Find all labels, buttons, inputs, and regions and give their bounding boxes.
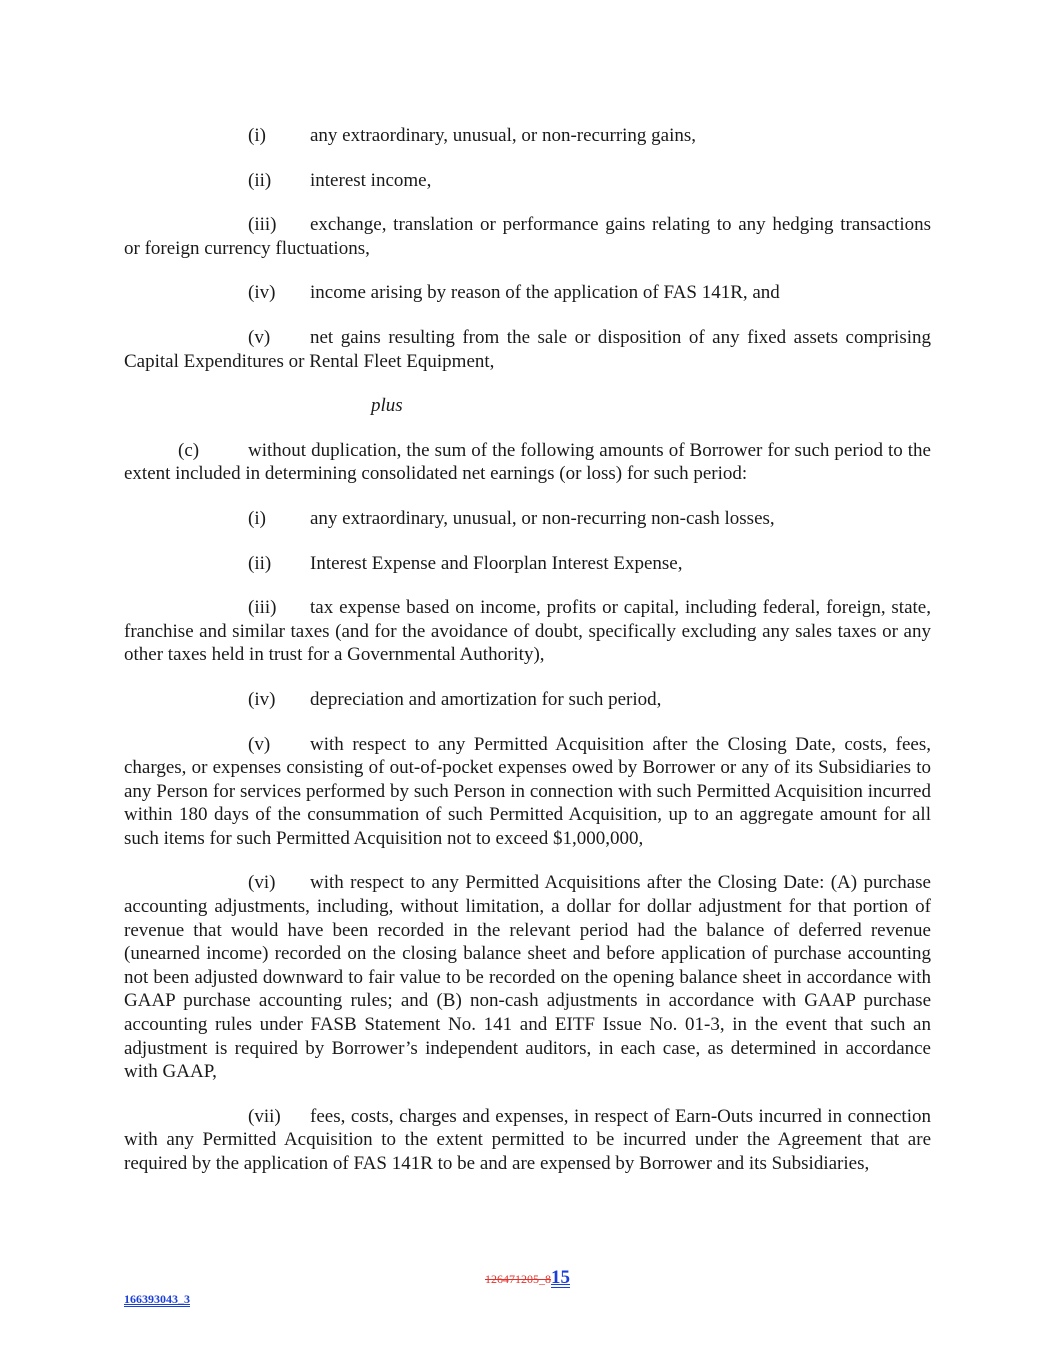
item-text: net gains resulting from the sale or disposition of any fixed assets comprising Capital Expenditures or Rental Fleet Equipment, [124,326,931,372]
item-number: (iv) [248,688,276,710]
document-body [124,124,931,1197]
item-number: (vi) [248,872,276,894]
item-text: with respect to any Permitted Acquisitions after the Closing Date: (A) purchase accounting adjustments, including, without limitation, a dollar for dollar adjustment for that portion of revenue that would have been recorded in the relevant period had the balance of deferred revenue (unearned income) recorded on the closing balance sheet and before application of purchase accounting not been adjusted downward to fair value to be recorded on the opening balance sheet in accordance with GAAP purchase accounting rules; and (B) non-cash adjustments in accordance with GAAP purchase accounting rules under FASB Statement No. 141 and EITF Issue No. 01-3, in the event that such an adjustment is required by Borrower’s independent auditors, in each case, as determined in accordance with GAAP, [124,872,931,1083]
item-number: (iii) [248,214,277,236]
item-text: depreciation and amortization for such period, [310,688,662,710]
document-id: 166393043_3 [124,1292,190,1306]
list-item [124,871,931,1083]
section-number: (c) [178,439,200,461]
section-c-paragraph [124,439,931,486]
section-text: without duplication, the sum of the following amounts of Borrower for such period to the extent included in determining consolidated net earnings (or loss) for such period: [124,439,931,485]
item-text: interest income, [310,169,432,191]
list-item [124,124,931,148]
item-number: (i) [248,507,266,529]
item-number: (ii) [248,552,272,574]
item-number: (vii) [248,1105,281,1127]
item-number: (v) [248,733,271,755]
list-item [124,596,931,667]
item-text: tax expense based on income, profits or capital, including federal, foreign, state, franchise and similar taxes (and for the avoidance of doubt, specifically excluding any sales taxes or any other taxes held in trust for a Governmental Authority), [124,597,931,666]
list-item [124,213,931,260]
list-item [124,688,931,712]
item-text: any extraordinary, unusual, or non-recurring gains, [310,125,697,146]
list-item [124,507,931,531]
item-number: (ii) [248,169,272,191]
item-number: (iv) [248,282,276,304]
list-item [124,326,931,373]
list-item [124,1105,931,1176]
item-number: (iii) [248,597,277,619]
old-page-reference: 126471205_8 [485,1272,551,1286]
list-item [124,281,931,305]
item-number: (v) [248,326,271,348]
item-text: exchange, translation or performance gains relating to any hedging transactions or foreign currency fluctuations, [124,214,931,259]
item-text: fees, costs, charges and expenses, in respect of Earn-Outs incurred in connection with any Permitted Acquisition to the extent permitted to be incurred under the Agreement that are required by the application of FAS 141R to be and are expensed by Borrower and its Subsidiaries, [124,1105,931,1174]
item-text: income arising by reason of the application of FAS 141R, and [310,282,780,304]
item-text: any extraordinary, unusual, or non-recurring non-cash losses, [310,507,775,529]
page-number: 15 [551,1267,570,1288]
list-item [124,733,931,851]
plus-connector: plus [371,395,403,417]
list-item [124,552,931,576]
item-text: Interest Expense and Floorplan Interest Expense, [310,552,683,574]
list-item [124,169,931,193]
item-text: with respect to any Permitted Acquisition after the Closing Date, costs, fees, charges, or expenses consisting of out-of-pocket expenses owed by Borrower or any of its Subsidiaries to any Person for services performed by such Person in connection with such Permitted Acquisition incurred within 180 days of the consummation of such Permitted Acquisition, up to an aggregate amount for all such items for such Permitted Acquisition not to exceed $1,000,000, [124,733,931,849]
item-number: (i) [248,125,266,146]
